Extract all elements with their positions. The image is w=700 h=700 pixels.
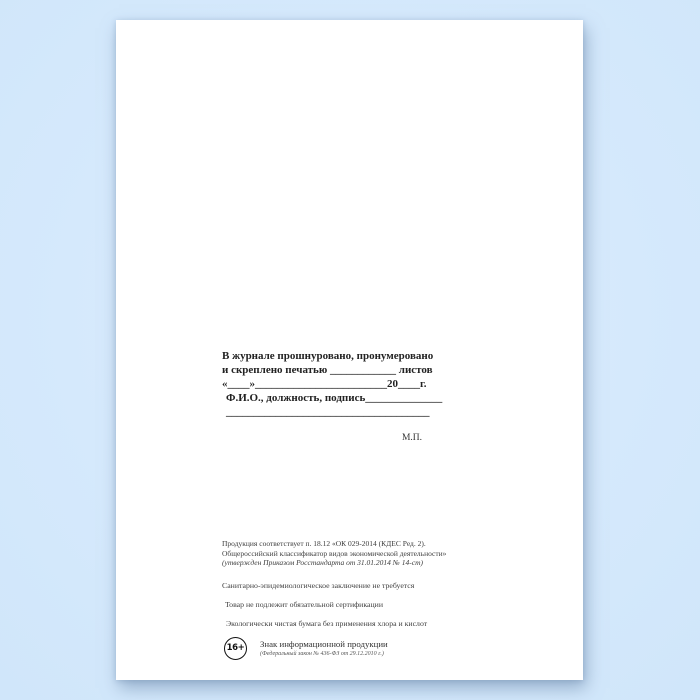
stamp-line-date: «____»________________________20____г. xyxy=(222,378,427,390)
compliance-line-2: Общероссийский классификатор видов экономической деятельности» xyxy=(222,548,447,558)
stamp-line-1: В журнале прошнуровано, пронумеровано xyxy=(222,350,434,362)
document-page xyxy=(116,20,583,680)
stitching-certification-block xyxy=(222,349,443,445)
note-certification: Товар не подлежит обязательной сертификации xyxy=(225,599,383,609)
seal-placeholder: М.П. xyxy=(401,433,422,443)
stamp-line-signature: Ф.И.О., должность, подпись______________ xyxy=(226,392,443,404)
compliance-line-3: (утвержден Приказом Росстандарта от 31.01.2014 № 14-ст) xyxy=(222,558,423,567)
compliance-line-1: Продукция соответствует п. 18.12 «ОК 029-2014 (КДЕС Ред. 2). xyxy=(222,539,426,548)
note-sanitary: Санитарно-эпидемиологическое заключение не требуется xyxy=(222,580,415,590)
note-eco: Экологически чистая бумага без применения хлора и кислот xyxy=(226,618,428,628)
age-mark-text xyxy=(260,639,388,657)
age-rating-mark xyxy=(224,637,462,660)
age-mark-title: Знак информационной продукции xyxy=(260,639,388,650)
compliance-statement xyxy=(222,539,462,568)
stamp-line-2: и скреплено печатью ____________ листов xyxy=(222,364,433,376)
stamp-line-blank: _____________________________________ xyxy=(226,406,430,418)
age-mark-law: (Федеральный закон № 436-ФЗ от 29.12.2010 г.) xyxy=(260,650,384,657)
product-info-block xyxy=(222,539,462,660)
age-16-plus-icon: 16+ xyxy=(224,637,247,660)
